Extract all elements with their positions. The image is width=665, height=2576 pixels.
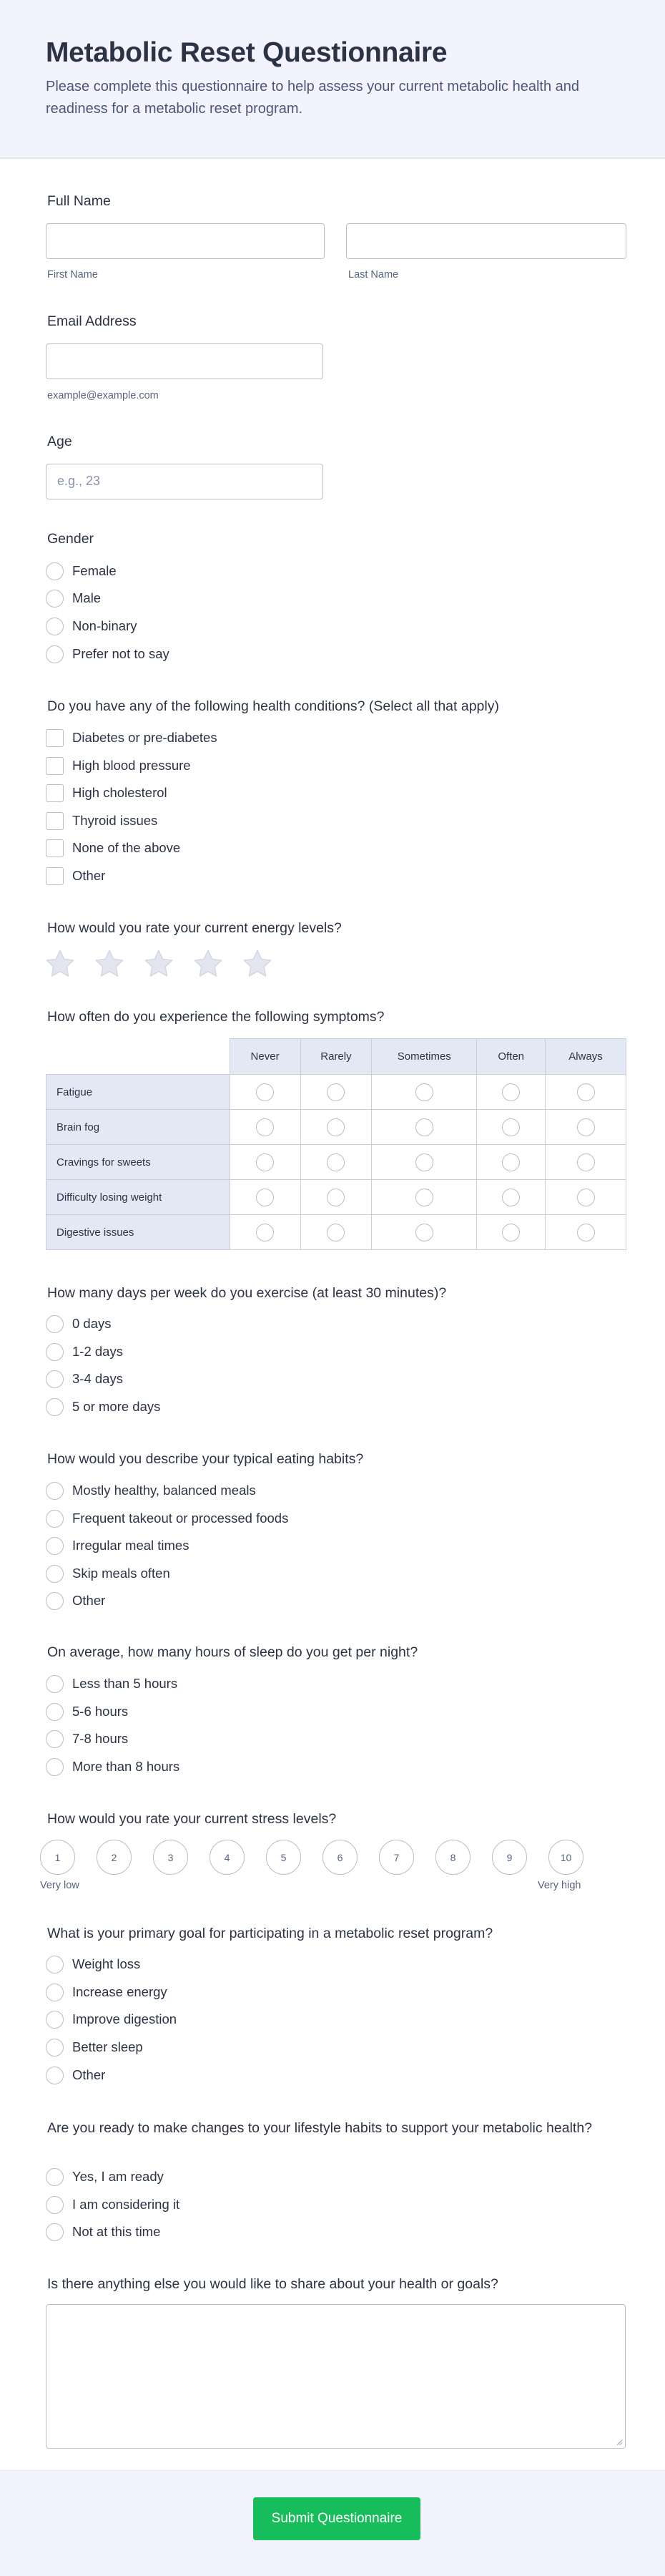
radio-button[interactable] bbox=[46, 2168, 64, 2186]
eating-option[interactable]: Skip meals often bbox=[46, 1564, 170, 1583]
star-icon[interactable] bbox=[44, 948, 76, 980]
goal-option[interactable]: Weight loss bbox=[46, 1955, 140, 1974]
radio-button[interactable] bbox=[46, 1730, 64, 1748]
email-sublabel: example@example.com bbox=[47, 390, 159, 401]
gender-option[interactable]: Male bbox=[46, 589, 101, 608]
matrix-row bbox=[46, 1075, 626, 1110]
radio-button[interactable] bbox=[46, 2011, 64, 2029]
matrix-row-label: Brain fog bbox=[46, 1110, 230, 1145]
anything-else-textarea[interactable] bbox=[46, 2304, 626, 2449]
radio-button[interactable] bbox=[46, 1984, 64, 2001]
matrix-row-label: Digestive issues bbox=[46, 1215, 230, 1250]
radio-button[interactable] bbox=[46, 1675, 64, 1693]
energy-label: How would you rate your current energy levels? bbox=[47, 920, 342, 936]
eating-option[interactable]: Irregular meal times bbox=[46, 1536, 189, 1555]
goal-option[interactable]: Increase energy bbox=[46, 1983, 167, 2001]
matrix-radio[interactable] bbox=[256, 1118, 274, 1136]
scale-option[interactable]: 10 bbox=[548, 1840, 583, 1875]
scale-option[interactable]: 4 bbox=[210, 1840, 245, 1875]
page-title: Metabolic Reset Questionnaire bbox=[46, 37, 448, 68]
star-icon[interactable] bbox=[192, 948, 224, 980]
goal-option[interactable]: Better sleep bbox=[46, 2038, 143, 2057]
star-icon[interactable] bbox=[242, 948, 273, 980]
matrix-row-label: Difficulty losing weight bbox=[46, 1180, 230, 1215]
eating-label: How would you describe your typical eating habits? bbox=[47, 1451, 364, 1467]
eating-option[interactable]: Mostly healthy, balanced meals bbox=[46, 1481, 256, 1500]
radio-button[interactable] bbox=[46, 1537, 64, 1555]
email-label: Email Address bbox=[47, 313, 137, 329]
full-name-label: Full Name bbox=[47, 193, 111, 209]
conditions-label: Do you have any of the following health conditions? (Select all that apply) bbox=[47, 698, 499, 714]
resize-handle-icon[interactable] bbox=[616, 2439, 623, 2446]
matrix-radio[interactable] bbox=[256, 1189, 274, 1206]
anything-else-label: Is there anything else you would like to share about your health or goals? bbox=[47, 2276, 498, 2292]
radio-button[interactable] bbox=[46, 1592, 64, 1610]
matrix-corner bbox=[46, 1039, 230, 1075]
sleep-option[interactable]: More than 8 hours bbox=[46, 1757, 179, 1776]
matrix-radio[interactable] bbox=[577, 1083, 595, 1101]
condition-option[interactable]: Diabetes or pre-diabetes bbox=[46, 728, 217, 747]
matrix-radio[interactable] bbox=[327, 1118, 345, 1136]
radio-button[interactable] bbox=[46, 1703, 64, 1721]
exercise-option[interactable]: 0 days bbox=[46, 1314, 112, 1333]
stress-scale bbox=[40, 1840, 583, 1875]
submit-button[interactable]: Submit Questionnaire bbox=[253, 2497, 420, 2540]
star-icon[interactable] bbox=[143, 948, 174, 980]
scale-option[interactable]: 5 bbox=[266, 1840, 301, 1875]
matrix-radio[interactable] bbox=[256, 1083, 274, 1101]
gender-label: Gender bbox=[47, 531, 94, 547]
matrix-radio[interactable] bbox=[256, 1224, 274, 1241]
matrix-radio[interactable] bbox=[327, 1189, 345, 1206]
sleep-label: On average, how many hours of sleep do you get per night? bbox=[47, 1644, 418, 1660]
condition-option[interactable]: Other bbox=[46, 867, 105, 885]
radio-button[interactable] bbox=[46, 2223, 64, 2241]
symptoms-matrix bbox=[46, 1038, 626, 1250]
sleep-option[interactable]: Less than 5 hours bbox=[46, 1674, 177, 1693]
scale-high-label: Very high bbox=[538, 1880, 581, 1891]
matrix-radio[interactable] bbox=[502, 1083, 520, 1101]
matrix-column-header: Always bbox=[546, 1039, 626, 1075]
stress-label: How would you rate your current stress levels? bbox=[47, 1811, 337, 1827]
checkbox[interactable] bbox=[46, 757, 64, 775]
star-rating[interactable] bbox=[44, 948, 291, 980]
matrix-radio[interactable] bbox=[577, 1189, 595, 1206]
matrix-radio[interactable] bbox=[415, 1153, 433, 1171]
matrix-radio[interactable] bbox=[415, 1224, 433, 1241]
age-label: Age bbox=[47, 434, 72, 449]
first-name-sublabel: First Name bbox=[47, 269, 98, 280]
scale-option[interactable]: 8 bbox=[435, 1840, 471, 1875]
gender-option[interactable]: Non-binary bbox=[46, 617, 137, 635]
condition-option[interactable]: Thyroid issues bbox=[46, 811, 157, 830]
matrix-radio[interactable] bbox=[502, 1224, 520, 1241]
matrix-radio[interactable] bbox=[327, 1224, 345, 1241]
radio-button[interactable] bbox=[46, 1315, 64, 1333]
form-description: Please complete this questionnaire to help assess your current metabolic health and readiness for a metabolic reset program. bbox=[46, 79, 579, 117]
exercise-option[interactable]: 3-4 days bbox=[46, 1370, 123, 1388]
matrix-radio[interactable] bbox=[502, 1118, 520, 1136]
matrix-radio[interactable] bbox=[256, 1153, 274, 1171]
eating-option[interactable]: Other bbox=[46, 1591, 105, 1610]
sleep-option[interactable]: 5-6 hours bbox=[46, 1702, 128, 1721]
matrix-radio[interactable] bbox=[502, 1153, 520, 1171]
radio-button[interactable] bbox=[46, 2067, 64, 2084]
ready-label: Are you ready to make changes to your lifestyle habits to support your metabolic health? bbox=[47, 2120, 593, 2136]
radio-button[interactable] bbox=[46, 1758, 64, 1776]
radio-button[interactable] bbox=[46, 562, 64, 580]
matrix-column-header: Sometimes bbox=[372, 1039, 477, 1075]
scale-option[interactable]: 7 bbox=[379, 1840, 414, 1875]
radio-button[interactable] bbox=[46, 1565, 64, 1583]
exercise-option[interactable]: 1-2 days bbox=[46, 1342, 123, 1361]
radio-button[interactable] bbox=[46, 2039, 64, 2057]
radio-button[interactable] bbox=[46, 1398, 64, 1416]
exercise-label: How many days per week do you exercise (at least 30 minutes)? bbox=[47, 1285, 447, 1301]
scale-option[interactable]: 3 bbox=[153, 1840, 188, 1875]
radio-button[interactable] bbox=[46, 590, 64, 608]
goal-option[interactable]: Improve digestion bbox=[46, 2010, 177, 2029]
checkbox[interactable] bbox=[46, 729, 64, 747]
matrix-row bbox=[46, 1215, 626, 1250]
matrix-row-label: Fatigue bbox=[46, 1075, 230, 1110]
matrix-radio[interactable] bbox=[327, 1083, 345, 1101]
radio-button[interactable] bbox=[46, 645, 64, 663]
last-name-input[interactable] bbox=[346, 223, 626, 259]
checkbox[interactable] bbox=[46, 812, 64, 830]
age-input[interactable]: e.g., 23 bbox=[46, 464, 323, 499]
scale-option[interactable]: 2 bbox=[97, 1840, 132, 1875]
condition-option[interactable]: High blood pressure bbox=[46, 756, 191, 775]
matrix-column-header: Often bbox=[477, 1039, 546, 1075]
matrix-radio[interactable] bbox=[415, 1083, 433, 1101]
matrix-column-header: Rarely bbox=[300, 1039, 372, 1075]
scale-low-label: Very low bbox=[40, 1880, 79, 1891]
radio-button[interactable] bbox=[46, 1510, 64, 1528]
star-icon[interactable] bbox=[94, 948, 125, 980]
ready-option[interactable]: Yes, I am ready bbox=[46, 2167, 164, 2186]
matrix-radio[interactable] bbox=[502, 1189, 520, 1206]
checkbox[interactable] bbox=[46, 867, 64, 885]
ready-option[interactable]: I am considering it bbox=[46, 2195, 179, 2214]
last-name-sublabel: Last Name bbox=[348, 269, 399, 280]
gender-option[interactable]: Prefer not to say bbox=[46, 645, 169, 663]
gender-option[interactable]: Female bbox=[46, 562, 117, 580]
ready-option[interactable]: Not at this time bbox=[46, 2223, 160, 2241]
matrix-radio[interactable] bbox=[415, 1118, 433, 1136]
exercise-option[interactable]: 5 or more days bbox=[46, 1397, 160, 1416]
radio-button[interactable] bbox=[46, 1343, 64, 1361]
form-header bbox=[0, 0, 665, 159]
condition-option[interactable]: None of the above bbox=[46, 839, 180, 857]
radio-button[interactable] bbox=[46, 618, 64, 635]
symptoms-label: How often do you experience the following symptoms? bbox=[47, 1009, 385, 1025]
matrix-row-label: Cravings for sweets bbox=[46, 1145, 230, 1180]
checkbox[interactable] bbox=[46, 839, 64, 857]
matrix-row bbox=[46, 1180, 626, 1215]
eating-option[interactable]: Frequent takeout or processed foods bbox=[46, 1509, 288, 1528]
matrix-column-header: Never bbox=[230, 1039, 300, 1075]
radio-button[interactable] bbox=[46, 1370, 64, 1388]
sleep-option[interactable]: 7-8 hours bbox=[46, 1729, 128, 1748]
goal-option[interactable]: Other bbox=[46, 2066, 105, 2084]
matrix-radio[interactable] bbox=[415, 1189, 433, 1206]
matrix-radio[interactable] bbox=[577, 1224, 595, 1241]
matrix-radio[interactable] bbox=[577, 1153, 595, 1171]
radio-button[interactable] bbox=[46, 2196, 64, 2214]
matrix-radio[interactable] bbox=[327, 1153, 345, 1171]
goal-label: What is your primary goal for participating in a metabolic reset program? bbox=[47, 1926, 493, 1941]
radio-button[interactable] bbox=[46, 1482, 64, 1500]
scale-option[interactable]: 1 bbox=[40, 1840, 75, 1875]
checkbox[interactable] bbox=[46, 784, 64, 802]
matrix-row bbox=[46, 1145, 626, 1180]
radio-button[interactable] bbox=[46, 1956, 64, 1974]
condition-option[interactable]: High cholesterol bbox=[46, 784, 167, 802]
email-input[interactable] bbox=[46, 343, 323, 379]
scale-option[interactable]: 6 bbox=[322, 1840, 358, 1875]
matrix-radio[interactable] bbox=[577, 1118, 595, 1136]
first-name-input[interactable] bbox=[46, 223, 325, 259]
scale-option[interactable]: 9 bbox=[492, 1840, 527, 1875]
matrix-row bbox=[46, 1110, 626, 1145]
